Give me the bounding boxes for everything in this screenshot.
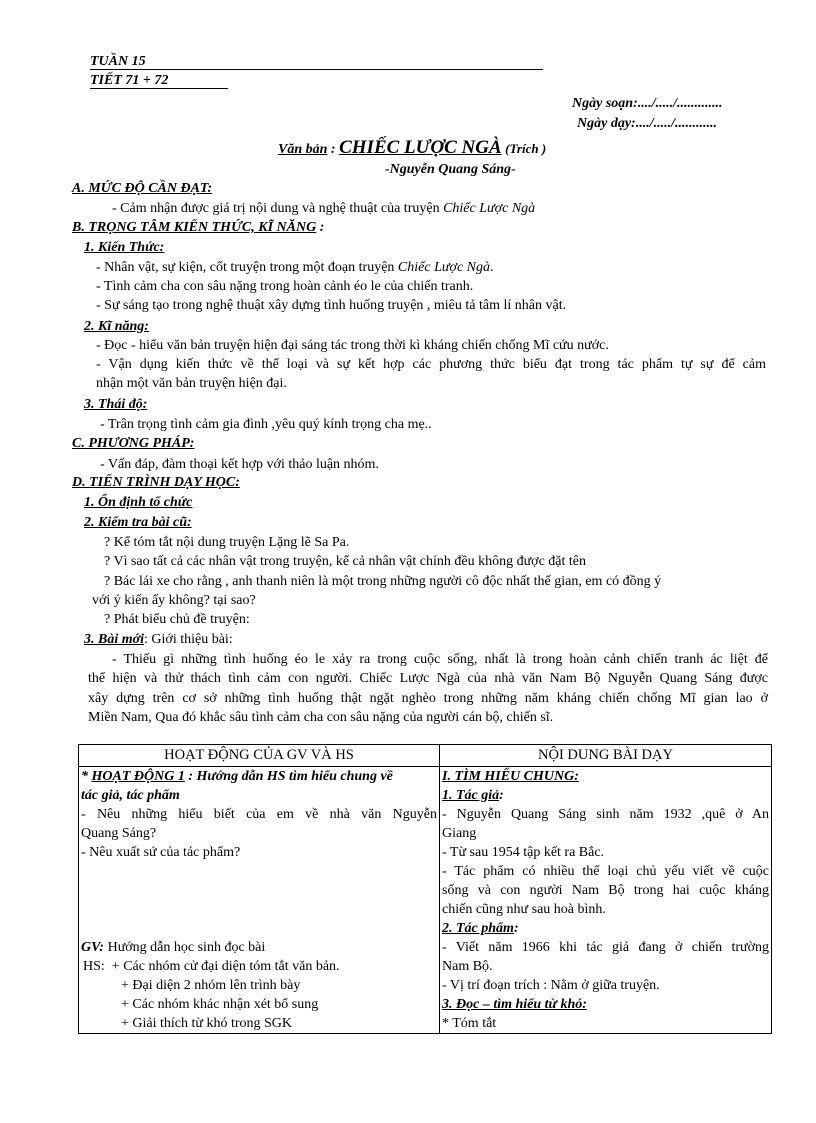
b1-l1-end: . [490,260,494,275]
d3-para-4: Miền Nam, Qua đó khắc sâu tình cảm cha con sâu nặng của người cán bộ, chiến sĩ. [88,710,554,725]
b1-l1-italic: Chiếc Lược Ngà [397,260,491,275]
a-line-text: - Cảm nhận được giá trị nội dung và nghệ thuật của truyện [112,201,444,216]
b1-line-1 [96,258,494,277]
week-label: TUẦN 15 [90,54,146,69]
section-c-heading-text: C. PHƯƠNG PHÁP: [72,436,195,451]
d3-para-1: - Thiếu gì những tình huống éo le xảy ra trong cuộc sống, nhất là trong hoàn cảnh chiến tranh ác liệt để [112,652,768,667]
gv-text: Hướng dẫn học sinh đọc bài [104,940,266,955]
right-tp-heading [442,919,769,938]
title-main: CHIẾC LƯỢC NGÀ [339,137,502,158]
spacer [81,862,437,938]
table-header-row [79,745,772,767]
right-tg-l3b: sống và con người Nam Bộ trong hai cuộc kháng [442,883,769,898]
right-tg-l3a: - Tác phẩm có nhiều thể loại chủ yếu viết về cuộc [442,864,769,879]
left-hs-2: + Đại diện 2 nhóm lên trình bày [121,978,301,993]
tp-heading: 2. Tác phẩm [442,921,514,936]
period-underline [90,88,228,89]
d2-question-2: ? Vì sao tất cả các nhân vật trong truyện, kể cả nhân vật chính đều không được đặt tên [104,554,587,569]
d3-para-2: thể hiện và thử thách tình cảm con người. Chiếc Lược Ngà của nhà văn Nam Bộ Nguyễn Quang Sáng được [88,671,768,686]
section-b-heading [72,218,324,237]
section-b-suffix: : [316,220,325,235]
section-b-heading-text: B. TRỌNG TÂM KIẾN THỨC, KĨ NĂNG [72,220,317,235]
lesson-table [78,744,772,1034]
right-doc-heading: 3. Đọc – tìm hiểu từ khó: [442,997,587,1012]
right-tp-l2: - Vị trí đoạn trích : Nằm ở giữa truyện. [442,978,660,993]
b1-heading: 1. Kiến Thức: [84,240,165,255]
b2-line-2a: - Vận dụng kiến thức về thể loại và sự kết hợp các phương thức biểu đạt trong tác phẩm tự sự để cảm [96,357,766,372]
title-author: -Nguyễn Quang Sáng- [385,162,516,177]
activity-1-heading-2: tác giả, tác phẩm [81,788,180,803]
b2-line-2b: nhận một văn bản truyện hiện đại. [96,376,287,391]
section-c-heading [72,434,194,453]
teach-date-value: :..../...../............ [631,116,717,131]
act1-star: * [81,769,92,784]
teach-date-label: Ngày dạy [577,116,632,131]
tg-colon: : [499,788,504,803]
section-a-heading-text: A. MỨC ĐỘ CẦN ĐẠT: [72,181,213,196]
left-q1b: Quang Sáng? [81,826,157,841]
b1-line-2: - Tình cảm cha con sâu nặng trong hoàn cảnh éo le của chiến tranh. [96,279,474,294]
teach-date [577,114,717,133]
d3-heading [84,630,233,649]
b1-l1-text: - Nhân vật, sự kiện, cốt truyện trong một đoạn truyện [96,260,398,275]
right-tp-l1b: Nam Bộ. [442,959,493,974]
d1-heading: 1. Ổn định tổ chức [84,495,193,510]
table-row [79,767,772,1034]
section-a-line [112,199,535,218]
col-header-content: NỘI DUNG BÀI DẠY [440,745,772,767]
right-sec1: I. TÌM HIỂU CHUNG: [442,769,579,784]
section-d-heading [72,473,240,492]
hs-label: HS: [83,959,105,974]
week-underline [90,69,543,70]
left-hs-4: + Giải thích từ khó trong SGK [121,1016,293,1031]
act1-rest: : Hướng dẫn HS tìm hiểu chung về [184,769,393,784]
d3-heading-text: 3. Bài mới [84,632,145,647]
left-hs-3: + Các nhóm khác nhận xét bổ sung [121,997,319,1012]
a-line-italic: Chiếc Lược Ngà [443,201,536,216]
hs-1: + Các nhóm cử đại diện tóm tắt văn bản. [111,959,340,974]
b3-heading: 3. Thái độ: [84,397,148,412]
document-title [278,137,546,161]
prep-date [572,94,723,113]
left-hs [81,957,437,976]
activities-cell [79,767,440,1034]
d2-heading: 2. Kiểm tra bài cũ: [84,515,192,530]
d3-suffix: : Giới thiệu bài: [144,632,233,647]
right-tg-l1a: - Nguyễn Quang Sáng sinh năm 1932 ,quê ở An [442,807,769,822]
tg-heading: 1. Tác giả [442,788,500,803]
b2-heading: 2. Kĩ năng: [84,319,149,334]
gv-label: GV: [81,940,105,955]
c-line-1: - Vấn đáp, đàm thoại kết hợp với thảo luận nhóm. [100,457,379,472]
title-sep: : [327,142,340,157]
right-tg-l1b: Giang [442,826,477,841]
prep-date-label: Ngày soạn [572,96,634,111]
right-tp-l1a: - Viết năm 1966 khi tác giả đang ở chiến trường [442,940,769,955]
d2-question-3a: ? Bác lái xe cho rằng , anh thanh niên là một trong những người cô độc nhất thế gian, em có đồng ý [104,574,662,589]
right-tg-l3c: chiến cũng như sau hoà bình. [442,902,606,917]
activity-1-heading [81,767,437,786]
b1-line-3: - Sự sáng tạo trong nghệ thuật xây dựng tình huống truyện , miêu tả tâm lí nhân vật. [96,298,567,313]
left-gv [81,938,437,957]
section-d-heading-text: D. TIẾN TRÌNH DẠY HỌC: [72,475,240,490]
act1-label: HOẠT ĐỘNG 1 [91,769,185,784]
left-q1a: - Nêu những hiểu biết của em về nhà văn Nguyễn [81,807,437,822]
title-prefix: Văn bản [278,142,328,157]
d3-para-3: xây dựng trên cơ sở những tình huống thật ngặt nghèo trong những năm kháng chiến chống Mĩ gian lao ở [88,691,768,706]
b3-line-1: - Trân trọng tình cảm gia đình ,yêu quý kính trọng cha mẹ.. [100,417,432,432]
right-tg-l2: - Từ sau 1954 tập kết ra Bắc. [442,845,605,860]
prep-date-value: :..../...../............. [633,96,723,111]
section-a-heading [72,179,212,198]
right-tomtat: * Tóm tắt [442,1016,497,1031]
content-cell [440,767,772,1034]
left-q2: - Nêu xuất sứ của tác phẩm? [81,845,241,860]
d2-question-3b: với ý kiến ấy không? tại sao? [92,593,256,608]
right-tg-heading [442,786,769,805]
tp-colon: : [513,921,519,936]
b2-line-1: - Đọc - hiểu văn bản truyện hiện đại sáng tác trong thời kì kháng chiến chống Mĩ cứu nước. [96,338,609,353]
period-label: TIẾT 71 + 72 [90,73,169,88]
d2-question-1: ? Kể tóm tắt nội dung truyện Lặng lẽ Sa Pa. [104,535,350,550]
col-header-activities: HOẠT ĐỘNG CỦA GV VÀ HS [79,745,440,767]
title-note: (Trích ) [505,141,547,156]
d2-question-4: ? Phát biểu chủ đề truyện: [104,612,250,627]
